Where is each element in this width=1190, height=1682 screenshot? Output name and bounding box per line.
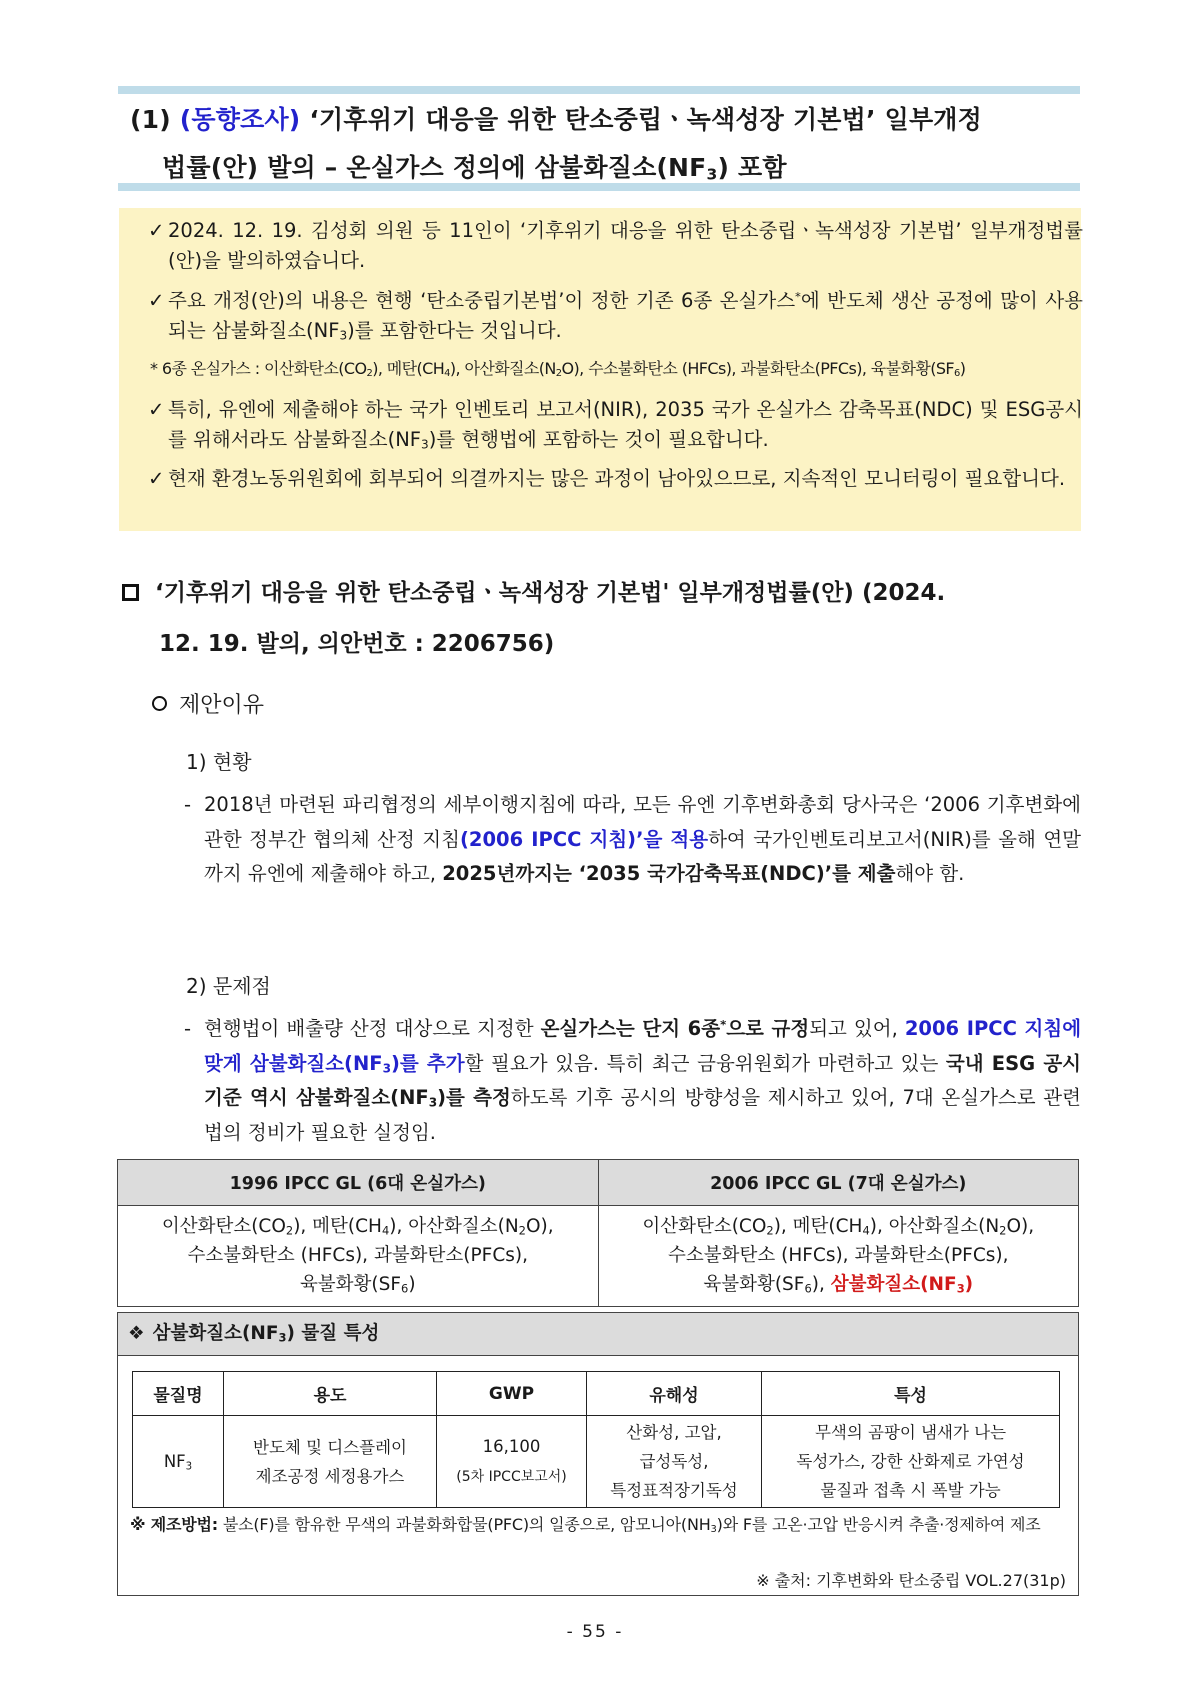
diamond-bullet-icon: ❖ xyxy=(128,1323,145,1344)
table-cell: 반도체 및 디스플레이 제조공정 세정용가스 xyxy=(224,1416,437,1508)
title-line2: 법률(안) 발의 – 온실가스 정의에 삼불화질소(NF xyxy=(162,153,707,182)
summary-item: ✓ 특히, 유엔에 제출해야 하는 국가 인벤토리 보고서(NIR), 2035 국가 온실가스 감축목표(NDC) 및 ESG공시를 위해서라도 삼불화질소$(NF_3)$를 현행법에 포함하는 것이 필요합니다. xyxy=(148,395,1083,455)
table-header-row xyxy=(118,1160,1079,1206)
title-bottom-rule xyxy=(118,183,1080,191)
table-header: GWP xyxy=(437,1372,587,1416)
title-top-rule xyxy=(118,86,1080,94)
summary-item: ✓ 현재 환경노동위원회에 회부되어 의결까지는 많은 과정이 남아있으므로, 지속적인 모니터링이 필요합니다. xyxy=(148,464,1083,494)
table-header: 2006 IPCC GL (7대 온실가스) xyxy=(598,1160,1079,1206)
title-number: (1) xyxy=(130,105,171,134)
summary-item: ✓ 주요 개정(안)의 내용은 현행 ‘탄소중립기본법’이 정한 기존 6종 온실가스*에 반도체 생산 공정에 많이 사용되는 삼불화질소$(NF_3)$를 포함한다는 것입니다. xyxy=(148,286,1083,346)
table-cell: 이산화탄소$(CO_2)$, 메탄$(CH_4)$, 아산화질소$(N_2O)$, 수소불화탄소 (HFCs), 과불화탄소(PFCs), 육불화황$(SF_6)$, 삼불화질소$(NF_3)$ xyxy=(598,1206,1079,1307)
table-cell: $NF_3$ xyxy=(133,1416,224,1508)
problem-paragraph: - 현행법이 배출량 산정 대상으로 지정한 온실가스는 단지 6종*으로 규정되고 있어, 2006 IPCC 지침에 맞게 삼불화질소$(NF_3)$를 추가할 필요가 있음. 특히 최근 금융위원회가 마련하고 있는 국내 ESG 공시 기준 역시 삼불화질소$(NF_3)$를 측정하도록 기후 공시의 방향성을 제시하고 있어, 7대 온실가스로 관련법의 정비가 필요한 실정임. xyxy=(184,1017,1082,1144)
table-header: 유해성 xyxy=(587,1372,762,1416)
check-icon: ✓ xyxy=(148,289,165,312)
table-header: 1996 IPCC GL (6대 온실가스) xyxy=(118,1160,599,1206)
table-row xyxy=(133,1416,1060,1508)
added-gas-nf3: 삼불화질소$(NF_3)$ xyxy=(830,1274,974,1296)
property-table xyxy=(132,1371,1060,1508)
table-cell: 16,100 (5차 IPCC보고서) xyxy=(437,1416,587,1508)
page-number: - 55 - xyxy=(566,1622,624,1642)
table-header-row xyxy=(133,1372,1060,1416)
six-gases-note: * 6종 온실가스 : 이산화탄소$(CO_2)$, 메탄$(CH_4)$, 아산화질소$(N_2O)$, 수소불화탄소 (HFCs), 과불화탄소(PFCs), 육불화황$(SF_6)$ xyxy=(150,359,966,380)
gas-comparison-table xyxy=(117,1159,1079,1307)
page-title: (1) (동향조사) ‘기후위기 대응을 위한 탄소중립ㆍ녹색성장 기본법’ 일부개정 법률(안) 발의 – 온실가스 정의에 삼불화질소$(NF_3)$ 포함 xyxy=(130,105,982,184)
table-cell: 무색의 곰팡이 냄새가 나는 독성가스, 강한 산화제로 가연성 물질과 접촉 시 폭발 가능 xyxy=(762,1416,1060,1508)
section-heading: ‘기후위기 대응을 위한 탄소중립ㆍ녹색성장 기본법' 일부개정법률(안) (2024. 12. 19. 발의, 의안번호 : 2206756) xyxy=(122,568,1082,670)
circle-bullet-icon xyxy=(152,696,167,711)
summary-item: ✓ 2024. 12. 19. 김성회 의원 등 11인이 ‘기후위기 대응을 위한 탄소중립ㆍ녹색성장 기본법’ 일부개정법률(안)을 발의하였습니다. xyxy=(148,216,1083,276)
table-row xyxy=(118,1206,1079,1307)
table-cell: 산화성, 고압, 급성독성, 특정표적장기독성 xyxy=(587,1416,762,1508)
check-icon: ✓ xyxy=(148,398,165,421)
nf3-property-box xyxy=(117,1312,1079,1596)
table-header: 특성 xyxy=(762,1372,1060,1416)
problem-heading: 2) 문제점 xyxy=(186,974,271,998)
table-cell: 이산화탄소$(CO_2)$, 메탄$(CH_4)$, 아산화질소$(N_2O)$, 수소불화탄소 (HFCs), 과불화탄소(PFCs), 육불화황$(SF_6)$ xyxy=(118,1206,599,1307)
status-paragraph: - 2018년 마련된 파리협정의 세부이행지침에 따라, 모든 유엔 기후변화총회 당사국은 ‘2006 기후변화에 관한 정부간 협의체 산정 지침(2006 IPCC 지침)’을 적용하여 국가인벤토리보고서(NIR)를 올해 연말까지 유엔에 제출해야 하고, 2025년까지는 ‘2035 국가감축목표(NDC)’를 제출해야 함. xyxy=(184,793,1082,885)
title-line1: ‘기후위기 대응을 위한 탄소중립ㆍ녹색성장 기본법’ 일부개정 xyxy=(309,105,982,134)
status-heading: 1) 현황 xyxy=(186,750,252,774)
square-bullet-icon xyxy=(122,584,139,601)
title-tag: (동향조사) xyxy=(179,105,301,134)
check-icon: ✓ xyxy=(148,467,165,490)
table-header: 물질명 xyxy=(133,1372,224,1416)
property-box-heading: ❖ 삼불화질소$(NF_3)$ 물질 특성 xyxy=(118,1313,1078,1356)
check-icon: ✓ xyxy=(148,219,165,242)
manufacturing-method-note: ※ 제조방법: 불소(F)를 함유한 무색의 과불화화합물(PFC)의 일종으로, 암모니아$(NH_3)$와 F를 고온·고압 반응시켜 추출·정제하여 제조 xyxy=(130,1515,1041,1536)
table-header: 용도 xyxy=(224,1372,437,1416)
subheading-reason: 제안이유 xyxy=(152,688,264,719)
source-note: ※ 출처: 기후변화와 탄소중립 VOL.27(31p) xyxy=(756,1571,1066,1590)
